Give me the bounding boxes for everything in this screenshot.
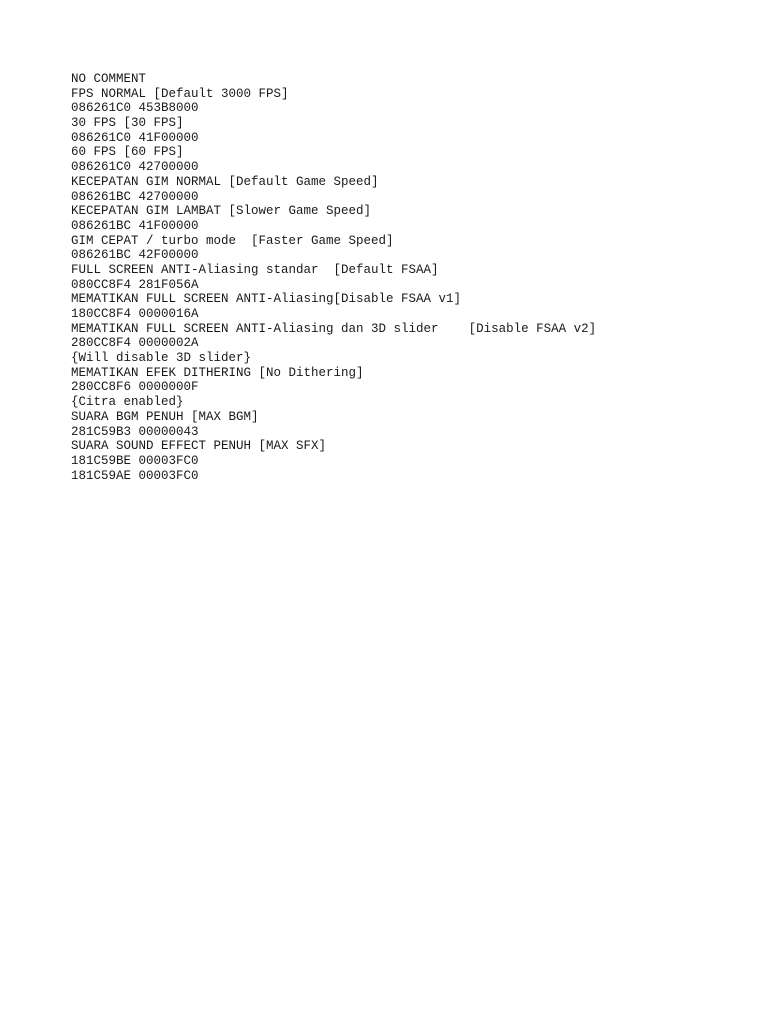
text-line: MEMATIKAN FULL SCREEN ANTI-Aliasing[Disable FSAA v1] [71, 292, 462, 307]
text-line: MEMATIKAN FULL SCREEN ANTI-Aliasing dan 3D slider [Disable FSAA v2] [71, 321, 597, 336]
text-line: 086261C0 41F00000 [71, 130, 199, 145]
text-line: 280CC8F4 0000002A [71, 336, 199, 351]
text-line: 080CC8F4 281F056A [71, 277, 199, 292]
text-line: NO COMMENT [71, 72, 147, 86]
text-line: 086261BC 41F00000 [71, 218, 199, 233]
text-line: SUARA SOUND EFFECT PENUH [MAX SFX] [71, 439, 327, 454]
text-line: 086261BC 42700000 [71, 189, 199, 204]
text-line: 281C59B3 00000043 [71, 424, 199, 439]
text-line: 280CC8F6 0000000F [71, 380, 199, 395]
cheat-code-list [71, 72, 596, 483]
text-line: 086261C0 453B8000 [71, 101, 199, 116]
text-line: 086261BC 42F00000 [71, 248, 199, 263]
text-line: 181C59AE 00003FC0 [71, 468, 199, 483]
text-line: SUARA BGM PENUH [MAX BGM] [71, 409, 259, 424]
text-line: 086261C0 42700000 [71, 160, 199, 175]
text-line: MEMATIKAN EFEK DITHERING [No Dithering] [71, 365, 364, 380]
text-line: 30 FPS [30 FPS] [71, 116, 184, 131]
text-line: {Will disable 3D slider} [71, 351, 252, 366]
text-line: FULL SCREEN ANTI-Aliasing standar [Default FSAA] [71, 262, 439, 277]
text-line: KECEPATAN GIM LAMBAT [Slower Game Speed] [71, 204, 372, 219]
text-line: 180CC8F4 0000016A [71, 307, 199, 321]
text-line: 181C59BE 00003FC0 [71, 453, 199, 468]
text-line: GIM CEPAT / turbo mode [Faster Game Speed] [71, 233, 394, 248]
text-line: 60 FPS [60 FPS] [71, 145, 184, 160]
text-line: KECEPATAN GIM NORMAL [Default Game Speed] [71, 174, 379, 189]
text-line: {Citra enabled} [71, 395, 184, 410]
text-line: FPS NORMAL [Default 3000 FPS] [71, 86, 289, 101]
